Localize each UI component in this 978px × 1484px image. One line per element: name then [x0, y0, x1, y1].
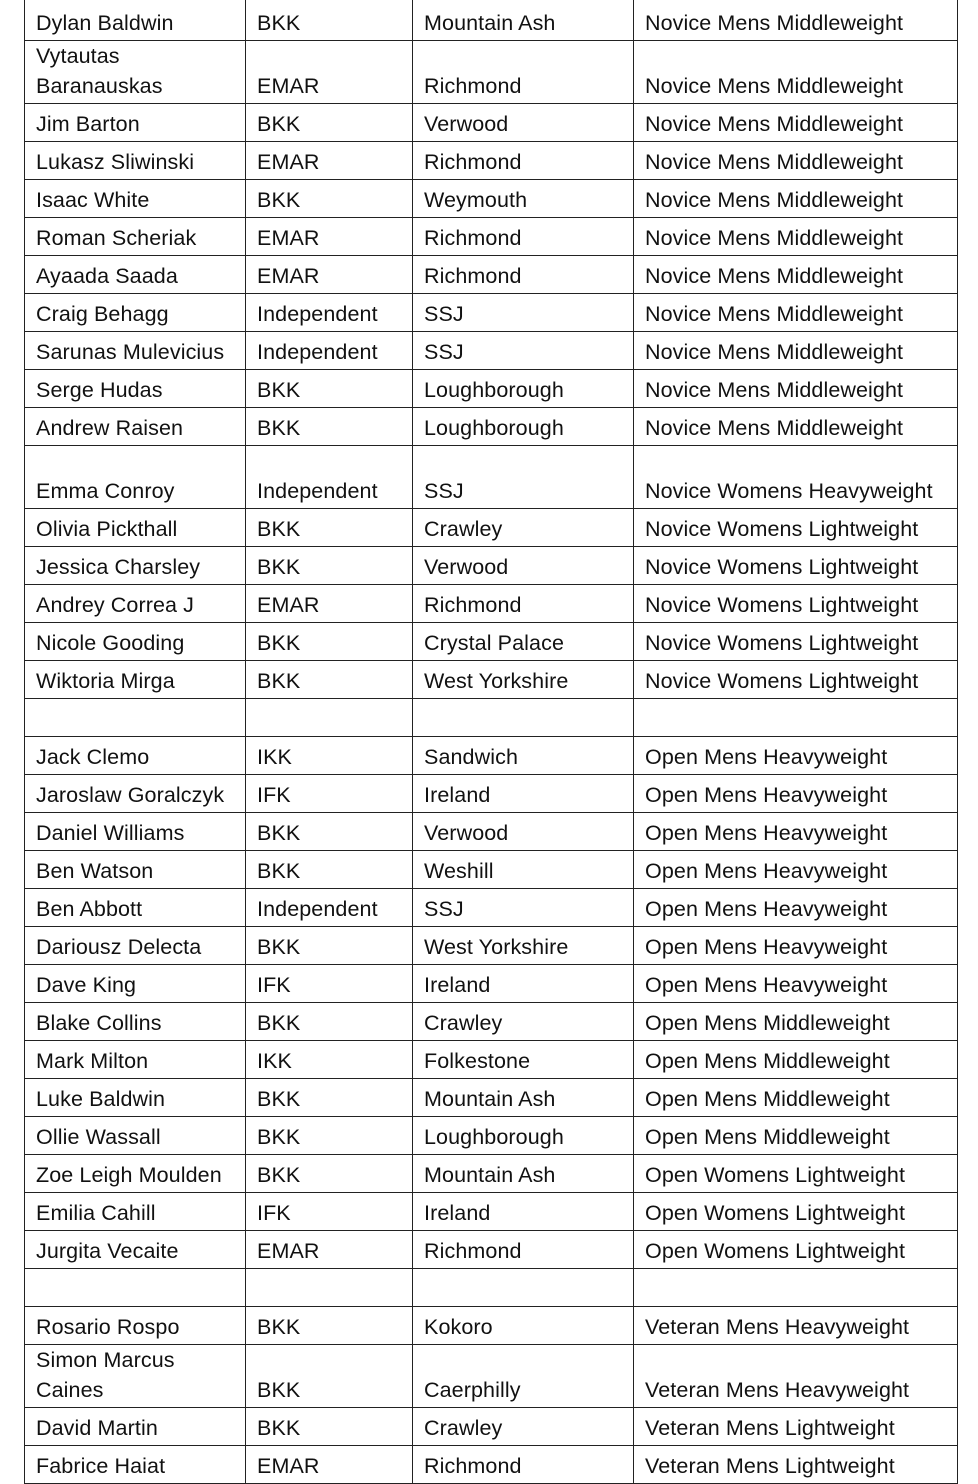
competitor-name-cell: Olivia Pickthall — [25, 509, 246, 547]
competitor-name-cell: Isaac White — [25, 180, 246, 218]
category-cell: Novice Mens Middleweight — [634, 408, 958, 446]
club-cell: Kokoro — [413, 1307, 634, 1345]
club-cell: Verwood — [413, 547, 634, 585]
organisation-cell: BKK — [246, 1079, 413, 1117]
category-cell: Novice Mens Middleweight — [634, 104, 958, 142]
table-row — [25, 661, 958, 699]
table-row — [25, 851, 958, 889]
organisation-cell — [246, 699, 413, 737]
competitor-name-cell: Serge Hudas — [25, 370, 246, 408]
competitor-name-cell: Roman Scheriak — [25, 218, 246, 256]
organisation-cell: EMAR — [246, 218, 413, 256]
organisation-cell: EMAR — [246, 1231, 413, 1269]
category-cell: Novice Mens Middleweight — [634, 218, 958, 256]
table-row — [25, 218, 958, 256]
category-cell: Open Mens Middleweight — [634, 1079, 958, 1117]
organisation-cell: BKK — [246, 0, 413, 41]
category-cell: Novice Mens Middleweight — [634, 294, 958, 332]
club-cell: Crawley — [413, 1408, 634, 1446]
club-cell: West Yorkshire — [413, 661, 634, 699]
category-cell: Open Mens Heavyweight — [634, 965, 958, 1003]
competitor-name-cell: Dave King — [25, 965, 246, 1003]
club-cell: Verwood — [413, 104, 634, 142]
club-cell: Richmond — [413, 256, 634, 294]
organisation-cell: Independent — [246, 332, 413, 370]
organisation-cell: BKK — [246, 661, 413, 699]
table-row — [25, 180, 958, 218]
club-cell — [413, 699, 634, 737]
club-cell: SSJ — [413, 446, 634, 509]
table-row — [25, 1079, 958, 1117]
table-row — [25, 446, 958, 509]
organisation-cell — [246, 1269, 413, 1307]
competitor-name-cell: Andrey Correa J — [25, 585, 246, 623]
competitor-table — [24, 0, 958, 1484]
organisation-cell: IKK — [246, 1041, 413, 1079]
organisation-cell: Independent — [246, 889, 413, 927]
table-row — [25, 509, 958, 547]
table-row — [25, 1155, 958, 1193]
club-cell: Richmond — [413, 41, 634, 104]
blank-separator-row — [25, 699, 958, 737]
organisation-cell: EMAR — [246, 1446, 413, 1484]
competitor-name-cell: Emma Conroy — [25, 446, 246, 509]
competitor-name-cell: Dariousz Delecta — [25, 927, 246, 965]
table-row — [25, 1231, 958, 1269]
club-cell: SSJ — [413, 889, 634, 927]
table-row — [25, 332, 958, 370]
competitor-name-cell: Mark Milton — [25, 1041, 246, 1079]
organisation-cell: BKK — [246, 1408, 413, 1446]
category-cell: Open Womens Lightweight — [634, 1193, 958, 1231]
category-cell: Novice Mens Middleweight — [634, 370, 958, 408]
competitor-name-cell: Sarunas Mulevicius — [25, 332, 246, 370]
organisation-cell: IKK — [246, 737, 413, 775]
category-cell: Open Mens Middleweight — [634, 1041, 958, 1079]
club-cell: Mountain Ash — [413, 0, 634, 41]
organisation-cell: BKK — [246, 1345, 413, 1408]
category-cell: Novice Womens Lightweight — [634, 661, 958, 699]
blank-separator-row — [25, 1269, 958, 1307]
category-cell: Novice Womens Heavyweight — [634, 446, 958, 509]
competitor-name-cell: Jim Barton — [25, 104, 246, 142]
competitor-name-cell: Wiktoria Mirga — [25, 661, 246, 699]
category-cell: Open Mens Heavyweight — [634, 813, 958, 851]
competitor-name-cell: Fabrice Haiat — [25, 1446, 246, 1484]
table-row — [25, 623, 958, 661]
club-cell: Crawley — [413, 1003, 634, 1041]
competitor-name-cell: Vytautas Baranauskas — [25, 41, 246, 104]
competitor-name-cell: Emilia Cahill — [25, 1193, 246, 1231]
competitor-name-cell: Lukasz Sliwinski — [25, 142, 246, 180]
table-row — [25, 1446, 958, 1484]
club-cell: Folkestone — [413, 1041, 634, 1079]
document-page — [24, 0, 957, 1484]
organisation-cell: IFK — [246, 965, 413, 1003]
category-cell: Veteran Mens Lightweight — [634, 1408, 958, 1446]
organisation-cell: BKK — [246, 623, 413, 661]
category-cell: Novice Womens Lightweight — [634, 623, 958, 661]
club-cell: Verwood — [413, 813, 634, 851]
competitor-name-cell: Blake Collins — [25, 1003, 246, 1041]
competitor-name-cell: Jessica Charsley — [25, 547, 246, 585]
competitor-name-cell: Jaroslaw Goralczyk — [25, 775, 246, 813]
competitor-name-cell: Daniel Williams — [25, 813, 246, 851]
category-cell: Novice Womens Lightweight — [634, 585, 958, 623]
category-cell: Open Mens Heavyweight — [634, 851, 958, 889]
club-cell: Mountain Ash — [413, 1155, 634, 1193]
organisation-cell: BKK — [246, 180, 413, 218]
organisation-cell: BKK — [246, 927, 413, 965]
table-row — [25, 1408, 958, 1446]
table-row — [25, 927, 958, 965]
table-row — [25, 965, 958, 1003]
category-cell: Veteran Mens Heavyweight — [634, 1307, 958, 1345]
organisation-cell: BKK — [246, 408, 413, 446]
competitor-name-cell: Craig Behagg — [25, 294, 246, 332]
competitor-name-cell: David Martin — [25, 1408, 246, 1446]
table-row — [25, 1345, 958, 1408]
club-cell: Caerphilly — [413, 1345, 634, 1408]
club-cell: Loughborough — [413, 370, 634, 408]
organisation-cell: EMAR — [246, 41, 413, 104]
table-row — [25, 370, 958, 408]
competitor-table-body — [25, 0, 958, 1484]
category-cell: Novice Womens Lightweight — [634, 509, 958, 547]
club-cell: Loughborough — [413, 1117, 634, 1155]
competitor-name-cell — [25, 1269, 246, 1307]
category-cell: Open Mens Heavyweight — [634, 889, 958, 927]
competitor-name-cell: Ollie Wassall — [25, 1117, 246, 1155]
organisation-cell: EMAR — [246, 142, 413, 180]
club-cell: Mountain Ash — [413, 1079, 634, 1117]
table-row — [25, 41, 958, 104]
table-row — [25, 1003, 958, 1041]
club-cell: SSJ — [413, 294, 634, 332]
table-row — [25, 1117, 958, 1155]
club-cell: Richmond — [413, 1231, 634, 1269]
table-row — [25, 142, 958, 180]
organisation-cell: Independent — [246, 446, 413, 509]
competitor-name-cell: Andrew Raisen — [25, 408, 246, 446]
category-cell: Novice Mens Middleweight — [634, 180, 958, 218]
category-cell: Novice Mens Middleweight — [634, 0, 958, 41]
table-row — [25, 775, 958, 813]
organisation-cell: BKK — [246, 1155, 413, 1193]
organisation-cell: BKK — [246, 1117, 413, 1155]
category-cell: Open Womens Lightweight — [634, 1155, 958, 1193]
organisation-cell: Independent — [246, 294, 413, 332]
club-cell: Richmond — [413, 585, 634, 623]
organisation-cell: BKK — [246, 509, 413, 547]
competitor-name-cell: Dylan Baldwin — [25, 0, 246, 41]
organisation-cell: EMAR — [246, 585, 413, 623]
category-cell — [634, 699, 958, 737]
organisation-cell: BKK — [246, 547, 413, 585]
organisation-cell: IFK — [246, 1193, 413, 1231]
club-cell: Richmond — [413, 142, 634, 180]
organisation-cell: BKK — [246, 851, 413, 889]
club-cell: Crawley — [413, 509, 634, 547]
table-row — [25, 0, 958, 41]
table-row — [25, 294, 958, 332]
category-cell: Open Mens Heavyweight — [634, 737, 958, 775]
table-row — [25, 813, 958, 851]
table-row — [25, 547, 958, 585]
club-cell: Richmond — [413, 1446, 634, 1484]
table-row — [25, 889, 958, 927]
table-row — [25, 104, 958, 142]
club-cell: Crystal Palace — [413, 623, 634, 661]
competitor-name-cell: Nicole Gooding — [25, 623, 246, 661]
club-cell: Richmond — [413, 218, 634, 256]
organisation-cell: IFK — [246, 775, 413, 813]
club-cell: Ireland — [413, 1193, 634, 1231]
club-cell: Loughborough — [413, 408, 634, 446]
competitor-name-cell: Jack Clemo — [25, 737, 246, 775]
club-cell — [413, 1269, 634, 1307]
organisation-cell: BKK — [246, 813, 413, 851]
category-cell: Veteran Mens Lightweight — [634, 1446, 958, 1484]
category-cell: Open Mens Middleweight — [634, 1003, 958, 1041]
category-cell: Open Mens Middleweight — [634, 1117, 958, 1155]
organisation-cell: BKK — [246, 370, 413, 408]
club-cell: Weymouth — [413, 180, 634, 218]
category-cell: Open Womens Lightweight — [634, 1231, 958, 1269]
category-cell: Novice Mens Middleweight — [634, 256, 958, 294]
club-cell: Ireland — [413, 775, 634, 813]
competitor-name-cell: Ayaada Saada — [25, 256, 246, 294]
category-cell: Novice Mens Middleweight — [634, 142, 958, 180]
competitor-name-cell: Simon Marcus Caines — [25, 1345, 246, 1408]
table-row — [25, 408, 958, 446]
table-row — [25, 256, 958, 294]
table-row — [25, 1193, 958, 1231]
competitor-name-cell: Jurgita Vecaite — [25, 1231, 246, 1269]
category-cell — [634, 1269, 958, 1307]
competitor-name-cell: Luke Baldwin — [25, 1079, 246, 1117]
table-row — [25, 737, 958, 775]
club-cell: West Yorkshire — [413, 927, 634, 965]
competitor-name-cell: Ben Abbott — [25, 889, 246, 927]
category-cell: Veteran Mens Heavyweight — [634, 1345, 958, 1408]
organisation-cell: BKK — [246, 1307, 413, 1345]
competitor-name-cell: Ben Watson — [25, 851, 246, 889]
club-cell: Ireland — [413, 965, 634, 1003]
organisation-cell: BKK — [246, 1003, 413, 1041]
organisation-cell: BKK — [246, 104, 413, 142]
club-cell: Sandwich — [413, 737, 634, 775]
competitor-name-cell: Rosario Rospo — [25, 1307, 246, 1345]
table-row — [25, 1041, 958, 1079]
category-cell: Open Mens Heavyweight — [634, 927, 958, 965]
club-cell: SSJ — [413, 332, 634, 370]
category-cell: Novice Mens Middleweight — [634, 41, 958, 104]
organisation-cell: EMAR — [246, 256, 413, 294]
category-cell: Novice Mens Middleweight — [634, 332, 958, 370]
category-cell: Open Mens Heavyweight — [634, 775, 958, 813]
competitor-name-cell: Zoe Leigh Moulden — [25, 1155, 246, 1193]
competitor-name-cell — [25, 699, 246, 737]
club-cell: Weshill — [413, 851, 634, 889]
table-row — [25, 1307, 958, 1345]
category-cell: Novice Womens Lightweight — [634, 547, 958, 585]
table-row — [25, 585, 958, 623]
